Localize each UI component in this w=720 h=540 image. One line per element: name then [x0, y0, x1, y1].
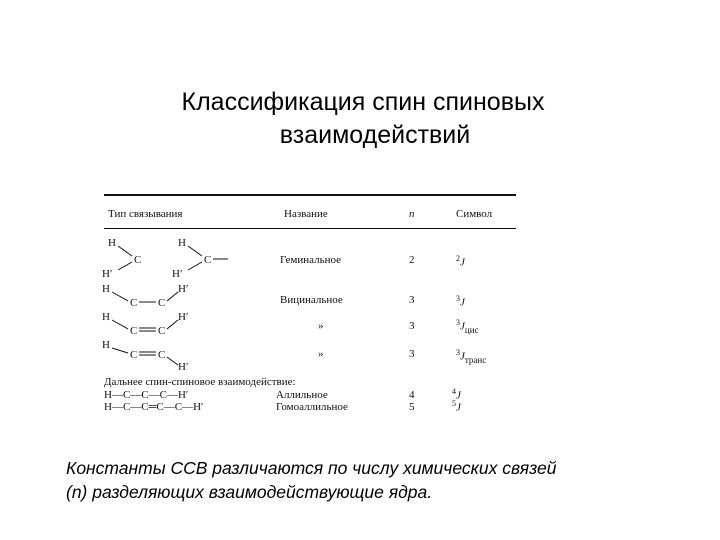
atom-h-prime: H′ — [178, 311, 189, 323]
atom-c: C — [130, 325, 138, 337]
row-1-name: Геминальное — [280, 254, 342, 266]
header-symbol: Символ — [456, 208, 493, 220]
homoallylic-formula: H—C—C═C—C—H′ — [104, 401, 204, 413]
row-4-symbol: $^3J_{транс}$ — [456, 348, 487, 365]
trans-structure — [96, 338, 276, 372]
atom-h: H — [108, 237, 116, 249]
atom-h-prime: H′ — [178, 283, 189, 295]
atom-c: C — [158, 325, 166, 337]
table-header-rule — [104, 228, 516, 229]
atom-c: C — [158, 297, 166, 309]
atom-h-prime: H′ — [102, 268, 113, 280]
atom-h: H — [102, 311, 110, 323]
homoallylic-n: 5 — [409, 401, 415, 413]
row-3-name: » — [318, 320, 324, 332]
row-1-n: 2 — [409, 254, 415, 266]
table-top-rule — [104, 194, 516, 196]
allylic-formula: H—C—C—C—H′ — [104, 389, 189, 401]
atom-c: C — [204, 254, 212, 266]
atom-c: C — [158, 349, 166, 361]
vicinal-structure — [96, 282, 276, 312]
title-line-1: Классификация спин спиновых — [181, 88, 545, 116]
homoallylic-name: Гомоаллильное — [276, 401, 348, 413]
footnote — [66, 456, 706, 504]
atom-c: C — [130, 297, 138, 309]
header-n: n — [409, 208, 415, 220]
allylic-symbol: $^4$J — [452, 387, 461, 402]
row-2-n: 3 — [409, 294, 415, 306]
row-4-n: 3 — [409, 348, 415, 360]
footnote-line-1: Константы ССВ различаются по числу химических связей — [66, 458, 557, 478]
row-1-symbol: $^2$J — [456, 254, 465, 269]
row-4-name: » — [318, 348, 324, 360]
atom-h-prime: H′ — [178, 361, 189, 373]
header-type: Тип связывания — [108, 208, 183, 220]
allylic-name: Аллильное — [276, 389, 328, 401]
row-2-name: Вицинальное — [280, 294, 343, 306]
slide-title — [0, 86, 720, 152]
atom-h-prime: H′ — [172, 268, 183, 280]
geminal-structure — [96, 232, 276, 282]
atom-c: C — [134, 254, 142, 266]
atom-h: H — [178, 237, 186, 249]
atom-h: H — [102, 283, 110, 295]
row-2-symbol: $^3$J — [456, 294, 465, 309]
footnote-line-2: (n) разделяющих взаимодействующие ядра. — [66, 482, 433, 502]
coupling-table — [96, 190, 526, 415]
atom-c: C — [130, 349, 138, 361]
row-3-symbol: $^3J_{цис}$ — [456, 318, 479, 335]
row-3-n: 3 — [409, 320, 415, 332]
cis-structure — [96, 310, 276, 340]
header-name: Название — [284, 208, 328, 220]
allylic-n: 4 — [409, 389, 415, 401]
title-line-2: взаимодействий — [279, 121, 471, 149]
long-range-heading: Дальнее спин-спиновое взаимодействие: — [104, 376, 296, 388]
homoallylic-symbol: $^5$J — [452, 399, 461, 414]
atom-h: H — [102, 339, 110, 351]
